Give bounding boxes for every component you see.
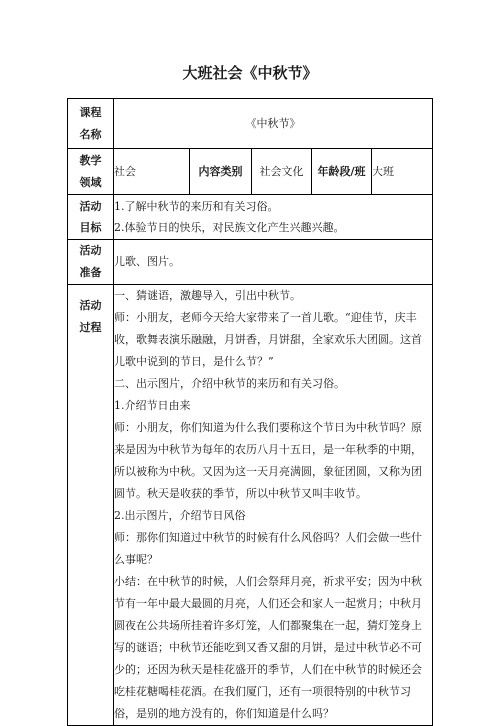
row-teaching-domain bbox=[68, 149, 433, 195]
process-paragraph: 小结：在中秋节的时候，人们会祭拜月亮，祈求平安；因为中秋节有一年中最大最圆的月亮，人们还会和家人一起赏月；中秋月圆夜在公共场所挂着许多灯笼，人们都聚集在一起，猜灯笼身上写的谜语；中秋节还能吃到又香又甜的月饼，是过中秋节必不可少的；还因为秋天是桂花盛开的季节，人们在中秋节的时候还会吃桂花糖喝桂花酒。在我们厦门，还有一项很特别的中秋节习俗，是别的地方没有的，你们知道是什么吗？ bbox=[114, 575, 422, 720]
row-activity-prep bbox=[68, 240, 433, 285]
process-paragraph: 一、猜谜语，激趣导入，引出中秋节。 bbox=[114, 289, 301, 302]
lesson-plan-table bbox=[67, 98, 433, 726]
label-teaching-domain bbox=[68, 149, 114, 195]
row-activity-goals bbox=[68, 195, 433, 240]
goal-item: 2.体验节日的快乐，对民族文化产生兴趣兴趣。 bbox=[114, 221, 345, 234]
label-course-name bbox=[68, 99, 114, 149]
activity-process-content bbox=[114, 285, 433, 726]
row-course-name bbox=[68, 99, 433, 149]
process-paragraph: 师：小朋友，你们知道为什么我们要称这个节日为中秋节吗？原来是因为中秋节为每年的农历八月十五日，是一年秋季的中期，所以被称为中秋。又因为这一天月亮满圆，象征团圆，又称为团圆节。秋天是收获的季节，所以中秋节又叫丰收节。 bbox=[114, 421, 422, 500]
process-paragraph: 师：小朋友，老师今天给大家带来了一首儿歌。“迎佳节，庆丰收，歌舞表演乐融融，月饼香，月饼甜，全家欢乐大团圆。这首儿歌中说到的节日，是什么节？” bbox=[114, 311, 422, 368]
row-label-line: 过程 bbox=[79, 321, 102, 334]
row-label-line: 领域 bbox=[79, 175, 102, 189]
label-activity-prep bbox=[68, 240, 114, 285]
row-label-line: 活动 bbox=[79, 200, 102, 213]
domain-value: 社会 bbox=[114, 149, 190, 195]
row-label-line: 活动 bbox=[79, 299, 102, 312]
row-label-line: 准备 bbox=[79, 266, 102, 279]
row-label-line: 教学 bbox=[79, 153, 102, 167]
page-title: 大班社会《中秋节》 bbox=[182, 64, 318, 82]
activity-goals-list bbox=[114, 195, 433, 240]
goal-item: 1.了解中秋节的来历和有关习俗。 bbox=[114, 200, 279, 213]
process-paragraph: 二、出示图片，介绍中秋节的来历和有关习俗。 bbox=[114, 377, 345, 390]
label-activity-process bbox=[68, 285, 114, 726]
process-paragraph: 2.出示图片，介绍节日风俗 bbox=[114, 509, 246, 522]
course-name-value: 《中秋节》 bbox=[114, 99, 433, 149]
activity-prep-value: 儿歌、图片。 bbox=[114, 240, 433, 285]
row-label-line: 课程 bbox=[79, 105, 102, 119]
process-paragraph: 1.介绍节日由来 bbox=[114, 399, 191, 412]
age-group-label: 年龄段/班 bbox=[312, 149, 372, 195]
row-label-line: 目标 bbox=[79, 221, 102, 234]
label-activity-goals bbox=[68, 195, 114, 240]
content-type-value: 社会文化 bbox=[252, 149, 312, 195]
row-label-line: 活动 bbox=[79, 244, 102, 257]
row-activity-process bbox=[68, 285, 433, 726]
row-label-line: 名称 bbox=[79, 127, 102, 141]
content-type-label: 内容类别 bbox=[190, 149, 252, 195]
age-group-value: 大班 bbox=[372, 149, 433, 195]
process-paragraph: 师：那你们知道过中秋节的时候有什么风俗吗？人们会做一些什么事呢？ bbox=[114, 531, 422, 566]
